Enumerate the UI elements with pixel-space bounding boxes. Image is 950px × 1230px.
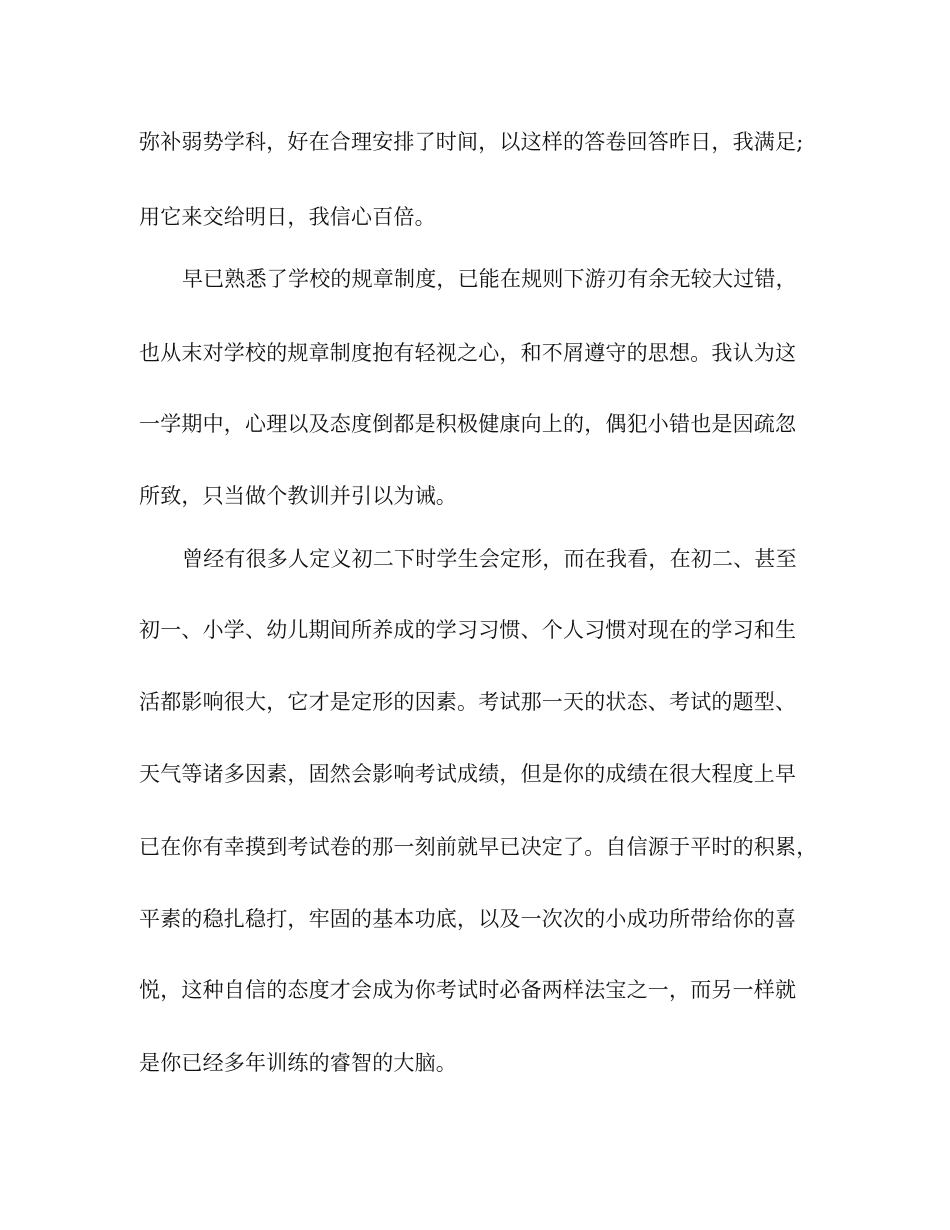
text-line: 用它来交给明日，我信心百倍。 xyxy=(139,205,436,229)
text-line: 平素的稳扎稳打，牢固的基本功底，以及一次次的小成功所带给你的喜 xyxy=(139,907,797,931)
text-line: 已在你有幸摸到考试卷的那一刻前就早已决定了。自信源于平时的积累， xyxy=(139,835,818,859)
text-line: 悦，这种自信的态度才会成为你考试时必备两样法宝之一，而另一样就 xyxy=(139,978,797,1002)
text-line: 弥补弱势学科，好在合理安排了时间，以这样的答卷回答昨日，我满足; xyxy=(139,130,804,154)
text-line: 活都影响很大，它才是定形的因素。考试那一天的状态、考试的题型、 xyxy=(139,690,797,714)
text-line: 初一、小学、幼儿期间所养成的学习习惯、个人习惯对现在的学习和生 xyxy=(139,618,797,642)
text-line: 天气等诸多因素，固然会影响考试成绩，但是你的成绩在很大程度上早 xyxy=(139,762,797,786)
paragraph-start-line: 早已熟悉了学校的规章制度，已能在规则下游刃有余无较大过错， xyxy=(182,267,797,291)
text-line: 所致，只当做个教训并引以为诫。 xyxy=(139,484,457,508)
paragraph-start-line: 曾经有很多人定义初二下时学生会定形，而在我看，在初二、甚至 xyxy=(182,547,797,571)
text-line: 一学期中，心理以及态度倒都是积极健康向上的，偶犯小错也是因疏忽 xyxy=(139,412,797,436)
text-line: 是你已经多年训练的睿智的大脑。 xyxy=(139,1051,457,1075)
text-line: 也从末对学校的规章制度抱有轻视之心，和不屑遵守的思想。我认为这 xyxy=(139,341,797,365)
